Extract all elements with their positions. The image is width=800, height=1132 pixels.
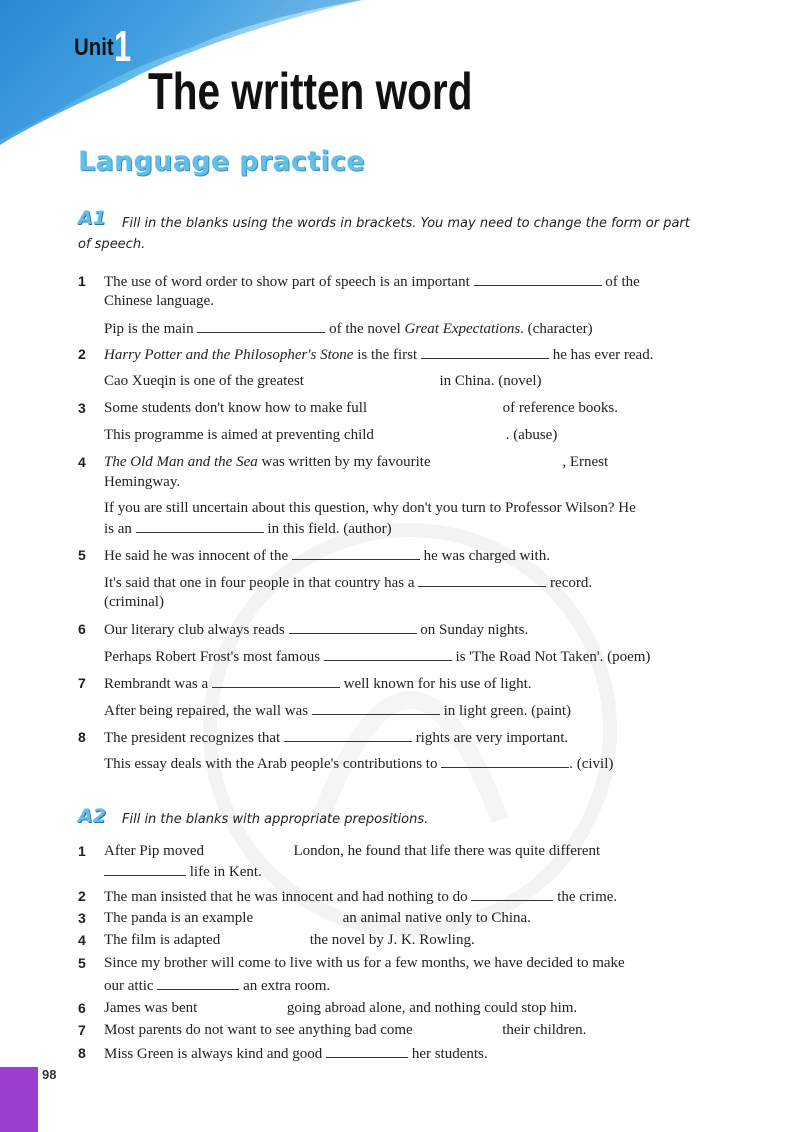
a1-item-8-line-1: The president recognizes that rights are very important. — [104, 730, 569, 746]
a2-item-number: 7 — [78, 1022, 86, 1038]
a2-item-number: 3 — [78, 910, 86, 926]
answer-blank[interactable] — [157, 976, 239, 990]
answer-blank[interactable] — [104, 862, 186, 876]
page-title: The written word — [148, 63, 473, 121]
answer-blank[interactable] — [441, 754, 569, 768]
a2-item-number: 8 — [78, 1045, 86, 1061]
answer-blank[interactable] — [289, 620, 417, 634]
unit-label: Unit — [74, 34, 114, 61]
a1-item-1-line-3: Pip is the main of the novel Great Expectations. (character) — [104, 321, 593, 337]
a1-instruction-line2: of speech. — [78, 237, 146, 252]
a1-item-number: 7 — [78, 675, 86, 691]
a2-item-5-line-1: Since my brother will come to live with us for a few months, we have decided to make — [104, 955, 625, 971]
a2-item-1-line-2: life in Kent. — [104, 862, 754, 882]
exercise-a1-badge: A1 — [78, 207, 106, 229]
a1-item-number: 5 — [78, 547, 86, 563]
answer-blank[interactable] — [471, 887, 553, 901]
answer-blank[interactable] — [312, 701, 440, 715]
exercise-a2-badge: A2 — [78, 805, 106, 827]
a1-item-3-line-2: This programme is aimed at preventing child . (abuse) — [104, 427, 558, 443]
unit-number: 1 — [114, 22, 132, 71]
a1-item-number: 8 — [78, 729, 86, 745]
a1-item-number: 1 — [78, 273, 86, 289]
a1-item-6-line-1: Our literary club always reads on Sunday nights. — [104, 622, 529, 638]
answer-blank[interactable] — [284, 728, 412, 742]
answer-blank[interactable] — [324, 647, 452, 661]
page-number: 98 — [42, 1067, 57, 1082]
a1-item-4-line-3: If you are still uncertain about this question, why don't you turn to Professor Wilson? He — [104, 500, 636, 516]
a1-item-4-line-2: Hemingway. — [104, 474, 181, 490]
a1-item-number: 4 — [78, 454, 86, 470]
a1-item-6-line-2: Perhaps Robert Frost's most famous is 'The Road Not Taken'. (poem) — [104, 649, 651, 665]
a1-item-2-line-1: Harry Potter and the Philosopher's Stone is the first he has ever read. — [104, 347, 654, 363]
a2-item-5-line-2: our attic an extra room. — [104, 978, 331, 994]
a1-item-5-line-2: It's said that one in four people in that country has a record. — [104, 575, 593, 591]
a2-item-3: The panda is an example an animal native only to China. — [104, 910, 531, 926]
a1-item-4-line-4: is an in this field. (author) — [104, 521, 392, 537]
a2-item-number: 2 — [78, 888, 86, 904]
a1-item-number: 6 — [78, 621, 86, 637]
a2-item-7: Most parents do not want to see anything bad come their children. — [104, 1022, 587, 1038]
page-tab — [0, 1067, 38, 1132]
a2-item-4: The film is adapted the novel by J. K. Rowling. — [104, 932, 475, 948]
a2-item-number: 5 — [78, 955, 86, 971]
a1-item-1-line-2: Chinese language. — [104, 293, 214, 309]
answer-blank[interactable] — [474, 272, 602, 286]
a1-instruction-line1: Fill in the blanks using the words in brackets. You may need to change the form or part — [122, 216, 690, 231]
a2-item-number: 1 — [78, 843, 86, 859]
answer-blank[interactable] — [326, 1044, 408, 1058]
a1-item-3-line-1: Some students don't know how to make full of reference books. — [104, 400, 618, 416]
a2-item-6: James was bent going abroad alone, and nothing could stop him. — [104, 1000, 578, 1016]
a2-item-8: Miss Green is always kind and good her students. — [104, 1046, 488, 1062]
answer-blank[interactable] — [292, 546, 420, 560]
a1-item-number: 2 — [78, 346, 86, 362]
a2-item-number: 4 — [78, 932, 86, 948]
a1-item-number: 3 — [78, 400, 86, 416]
answer-blank[interactable] — [197, 319, 325, 333]
a1-item-1-line-1: The use of word order to show part of speech is an important of the — [104, 274, 640, 290]
answer-blank[interactable] — [418, 573, 546, 587]
a2-item-2: The man insisted that he was innocent and had nothing to do the crime. — [104, 889, 618, 905]
a1-item-4-line-1: The Old Man and the Sea was written by my favourite , Ernest — [104, 454, 609, 470]
a2-instruction: Fill in the blanks with appropriate prepositions. — [122, 812, 429, 827]
a2-item-1-line-1: After Pip moved London, he found that life there was quite different — [104, 843, 601, 859]
a1-item-2-line-2: Cao Xueqin is one of the greatest in China. (novel) — [104, 373, 542, 389]
section-title: Language practice — [78, 146, 365, 177]
a2-item-number: 6 — [78, 1000, 86, 1016]
a1-item-7-line-1: Rembrandt was a well known for his use of light. — [104, 676, 532, 692]
a1-item-5-line-1: He said he was innocent of the he was charged with. — [104, 548, 550, 564]
a1-item-7-line-2: After being repaired, the wall was in light green. (paint) — [104, 703, 572, 719]
a1-item-5-line-3: (criminal) — [104, 594, 164, 610]
answer-blank[interactable] — [212, 674, 340, 688]
answer-blank[interactable] — [421, 345, 549, 359]
a1-item-8-line-2: This essay deals with the Arab people's contributions to . (civil) — [104, 756, 614, 772]
answer-blank[interactable] — [136, 519, 264, 533]
